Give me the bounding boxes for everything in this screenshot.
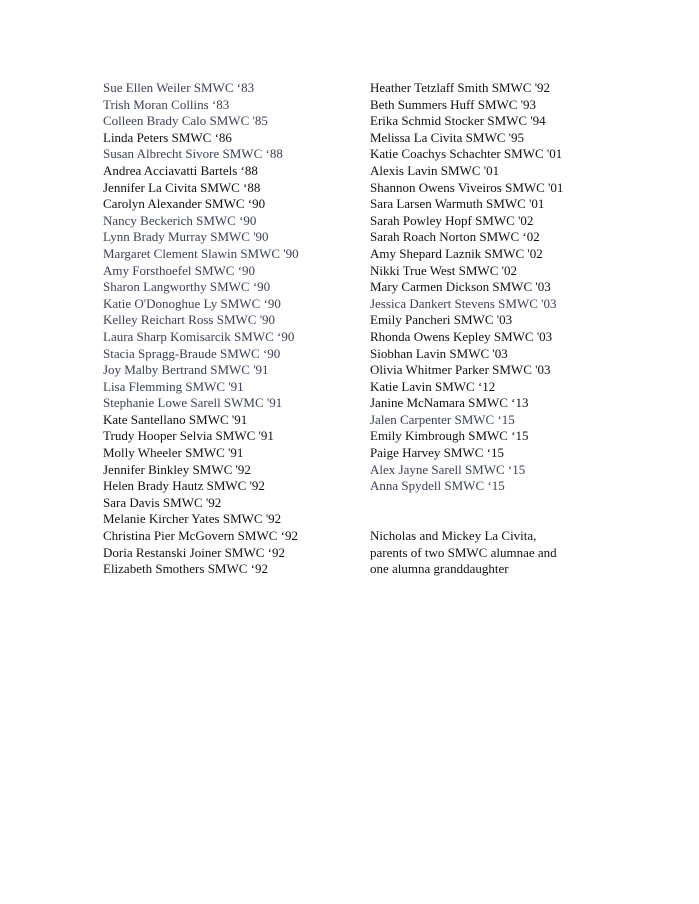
name-entry: Paige Harvey SMWC ‘15 <box>370 445 504 461</box>
name-entry: Emily Kimbrough SMWC ‘15 <box>370 428 529 444</box>
name-entry: Siobhan Lavin SMWC '03 <box>370 345 508 361</box>
name-entry: Jessica Dankert Stevens SMWC '03 <box>370 295 557 311</box>
dedication-note-line: parents of two SMWC alumnae and <box>370 544 557 560</box>
name-entry: Nancy Beckerich SMWC ‘90 <box>103 212 257 228</box>
name-entry: Susan Albrecht Sivore SMWC ‘88 <box>103 146 283 162</box>
name-entry: Sarah Roach Norton SMWC ‘02 <box>370 229 540 245</box>
name-entry: Doria Restanski Joiner SMWC ‘92 <box>103 544 285 560</box>
name-entry: Shannon Owens Viveiros SMWC '01 <box>370 179 564 195</box>
name-entry: Linda Peters SMWC ‘86 <box>103 129 232 145</box>
name-entry: Andrea Acciavatti Bartels ‘88 <box>103 162 258 178</box>
name-entry: Rhonda Owens Kepley SMWC '03 <box>370 328 553 344</box>
left-name-list <box>103 80 358 578</box>
name-entry: Amy Forsthoefel SMWC ‘90 <box>103 262 256 278</box>
name-entry: Sue Ellen Weiler SMWC ‘83 <box>103 80 255 95</box>
name-entry: Sara Larsen Warmuth SMWC '01 <box>370 196 545 212</box>
name-entry: Helen Brady Hautz SMWC '92 <box>103 478 265 494</box>
name-entry: Heather Tetzlaff Smith SMWC '92 <box>370 80 551 95</box>
name-entry: Erika Schmid Stocker SMWC '94 <box>370 113 546 129</box>
name-entry: Katie O'Donoghue Ly SMWC ‘90 <box>103 295 281 311</box>
name-entry: Elizabeth Smothers SMWC ‘92 <box>103 561 269 577</box>
name-entry: Jennifer Binkley SMWC '92 <box>103 461 251 477</box>
name-entry: Trish Moran Collins ‘83 <box>103 96 230 112</box>
name-entry: Laura Sharp Komisarcik SMWC ‘90 <box>103 328 295 344</box>
name-entry: Olivia Whitmer Parker SMWC '03 <box>370 362 551 378</box>
name-entry: Jalen Carpenter SMWC ‘15 <box>370 411 515 427</box>
name-entry: Joy Malby Bertrand SMWC '91 <box>103 362 269 378</box>
right-name-list <box>370 80 630 578</box>
name-entry: Alexis Lavin SMWC '01 <box>370 162 500 178</box>
name-entry: Sarah Powley Hopf SMWC '02 <box>370 212 534 228</box>
name-entry: Nikki True West SMWC '02 <box>370 262 517 278</box>
name-entry: Beth Summers Huff SMWC '93 <box>370 96 537 112</box>
name-entry: Stacia Spragg-Braude SMWC ‘90 <box>103 345 281 361</box>
name-entry: Emily Pancheri SMWC '03 <box>370 312 513 328</box>
name-entry: Carolyn Alexander SMWC ‘90 <box>103 196 266 212</box>
name-entry: Trudy Hooper Selvia SMWC '91 <box>103 428 274 444</box>
name-entry: Sara Davis SMWC '92 <box>103 494 222 510</box>
name-entry: Lynn Brady Murray SMWC '90 <box>103 229 269 245</box>
name-entry: Kate Santellano SMWC '91 <box>103 411 248 427</box>
name-entry: Melissa La Civita SMWC '95 <box>370 129 525 145</box>
name-entry: Colleen Brady Calo SMWC '85 <box>103 113 268 129</box>
name-entry: Stephanie Lowe Sarell SWMC '91 <box>103 395 283 411</box>
name-entry: Katie Lavin SMWC ‘12 <box>370 378 496 394</box>
name-entry: Jennifer La Civita SMWC ‘88 <box>103 179 261 195</box>
name-entry: Mary Carmen Dickson SMWC '03 <box>370 279 551 295</box>
name-entry: Christina Pier McGovern SMWC ‘92 <box>103 528 298 544</box>
name-entry: Sharon Langworthy SMWC ‘90 <box>103 279 271 295</box>
name-entry: Margaret Clement Slawin SMWC '90 <box>103 245 299 261</box>
list-spacer <box>370 495 630 528</box>
name-entry: Lisa Flemming SMWC '91 <box>103 378 244 394</box>
name-entry: Kelley Reichart Ross SMWC '90 <box>103 312 276 328</box>
dedication-note-line: one alumna granddaughter <box>370 561 509 577</box>
dedication-note-line: Nicholas and Mickey La Civita, <box>370 528 537 544</box>
name-entry: Alex Jayne Sarell SMWC ‘15 <box>370 461 526 477</box>
name-entry: Melanie Kircher Yates SMWC '92 <box>103 511 282 527</box>
name-entry: Katie Coachys Schachter SMWC '01 <box>370 146 563 162</box>
name-entry: Amy Shepard Laznik SMWC '02 <box>370 245 543 261</box>
name-entry: Janine McNamara SMWC ‘13 <box>370 395 529 411</box>
name-entry: Molly Wheeler SMWC '91 <box>103 445 244 461</box>
name-entry: Anna Spydell SMWC ‘15 <box>370 478 505 494</box>
